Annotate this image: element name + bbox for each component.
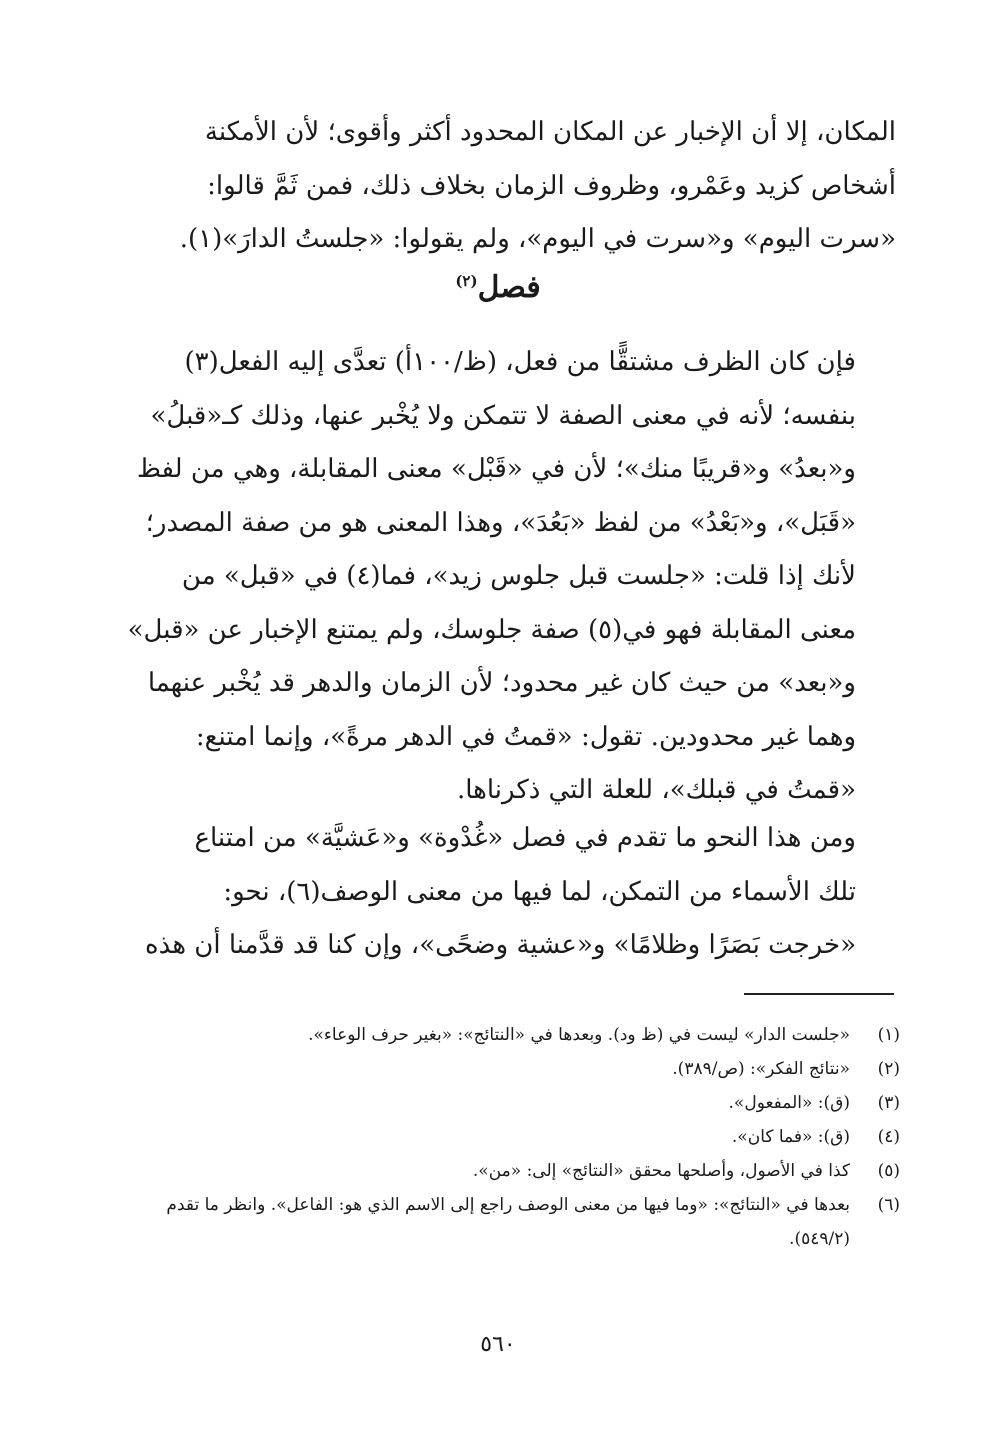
text-line: لأنك إذا قلت: «جلست قبل جلوس زيد»، فما(٤) في «قبل» من [181,561,856,591]
section-heading [0,270,996,305]
footnote [110,1052,900,1086]
footnote-number: (١) [877,1025,900,1045]
paragraph-continuation [96,106,896,267]
text-line: «سرت اليوم» و«سرت في اليوم»، ولم يقولوا: «جلستُ الدارَ»(١). [179,224,896,254]
text-line: المكان، إلا أن الإخبار عن المكان المحدود أكثر وأقوى؛ لأن الأمكنة [204,117,896,147]
text-line: أشخاص كزيد وعَمْرو، وظروف الزمان بخلاف ذلك، فمن ثَمَّ قالوا: [207,170,896,201]
heading-footnote-ref: (٢) [455,272,478,290]
text-line: و«بعدُ» و«قريبًا منك»؛ لأن في «قَبْل» معنى المقابلة، وهي من لفظ [136,454,856,484]
footnote [110,1154,900,1188]
footnote [110,1188,900,1256]
footnote-text: (ق): «المفعول». [728,1093,850,1113]
footnote-separator [744,993,894,995]
footnote-text: «نتائج الفكر»: (ص/٣٨٩). [672,1059,850,1079]
text-line: معنى المقابلة فهو في(٥) صفة جلوسك، ولم يمتنع الإخبار عن «قبل» [127,614,856,645]
text-line: «قمتُ في قبلك»، للعلة التي ذكرناها. [456,775,856,805]
text-line: وهما غير محدودين. تقول: «قمتُ في الدهر مرةً»، وإنما امتنع: [195,721,856,752]
footnote [110,1086,900,1120]
paragraph-second [96,812,896,973]
footnote-text: (ق): «فما كان». [731,1127,850,1147]
footnote-number: (٥) [877,1161,900,1181]
footnote-text: بعدها في «النتائج»: «وما فيها من معنى الوصف راجع إلى الاسم الذي هو: الفاعل». وانظر ما تقدم (٥٤٩/٢). [166,1195,850,1249]
text-line: و«بعد» من حيث كان غير محدود؛ لأن الزمان والدهر قد يُخْبر عنهما [147,668,856,698]
footnote [110,1018,900,1052]
footnote-number: (٤) [877,1127,900,1147]
text-line: فإن كان الظرف مشتقًّا من فعل، (ظ/١٠٠أ) تعدَّى إليه الفعل(٣) [184,347,856,377]
text-line: ومن هذا النحو ما تقدم في فصل «غُدْوة» و«عَشيَّة» من امتناع [194,823,856,853]
footnote-number: (٣) [877,1093,900,1113]
footnote [110,1120,900,1154]
page-number: ٥٦٠ [480,1332,516,1357]
footnote-text: «جلست الدار» ليست في (ظ ود). وبعدها في «النتائج»: «بغير حرف الوعاء». [308,1025,850,1045]
footnote-text: كذا في الأصول، وأصلحها محقق «النتائج» إلى: «من». [472,1161,850,1181]
paragraph-main [96,336,896,818]
text-line: بنفسه؛ لأنه في معنى الصفة لا تتمكن ولا يُخْبر عنها، وذلك كـ«قبلُ» [150,400,856,431]
text-line: «خرجت بَصَرًا وظلامًا» و«عشية وضحًى»، وإن كنا قد قدَّمنا أن هذه [145,930,856,960]
footnotes [110,1018,900,1256]
text-line: تلك الأسماء من التمكن، لما فيها من معنى الوصف(٦)، نحو: [223,876,856,907]
footnote-number: (٦) [877,1195,900,1215]
footnote-number: (٢) [877,1059,900,1079]
heading-text: فصل [477,270,541,305]
text-line: «قَبَل»، و«بَعْدُ» من لفظ «بَعُدَ»، وهذا المعنى هو من صفة المصدر؛ [145,507,856,538]
